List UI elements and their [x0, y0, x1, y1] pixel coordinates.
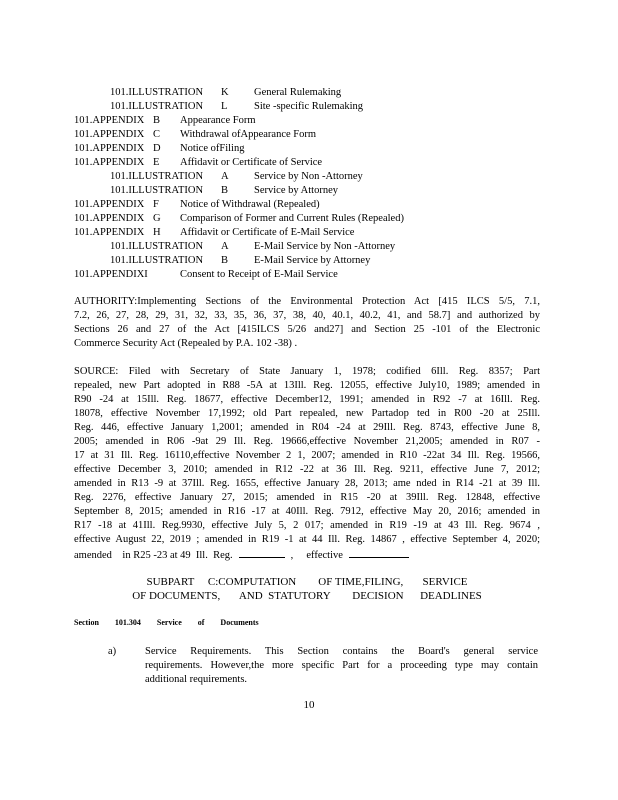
- toc-entry-title: E-Mail Service by Attorney: [254, 255, 371, 266]
- toc-entry-title: Affidavit or Certificate of E-Mail Service: [180, 227, 355, 238]
- toc-entry-id: 101.APPENDIX: [74, 227, 145, 238]
- text-line: SOURCE: Filed with Secretary of State January 1, 1978; codified 6Ill. Reg. 8357; Part: [74, 366, 540, 377]
- text-line: additional requirements.: [145, 674, 248, 685]
- toc-entry-title: Notice ofFiling: [180, 143, 245, 154]
- subpart-heading: [74, 575, 540, 603]
- toc-entry-id: 101.APPENDIX: [74, 199, 145, 210]
- text-line: September 8, 2015; amended in R16 -17 at 40Ill. Reg. 7912, effective May 20, 2016; amended in: [74, 506, 540, 517]
- toc-entry-title: Appearance Form: [180, 115, 256, 126]
- toc-entry-id: 101.ILLUSTRATION: [110, 255, 204, 266]
- toc-entry-id: 101.APPENDIX: [74, 143, 145, 154]
- toc-entry-id: 101.APPENDIX: [74, 213, 145, 224]
- page-number: 10: [303, 699, 315, 711]
- toc-entry-id: 101.ILLUSTRATION: [110, 87, 204, 98]
- subpart-line: OF DOCUMENTS, AND STATUTORY DECISION DEADLINES: [132, 590, 482, 602]
- toc-entry-title: E-Mail Service by Non -Attorney: [254, 241, 396, 252]
- toc-entry-id: 101.APPENDIXI: [74, 269, 148, 280]
- toc-entry-title: Withdrawal ofAppearance Form: [180, 129, 317, 140]
- toc-entry-title: Notice of Withdrawal (Repealed): [180, 199, 320, 210]
- text-line: 18078, effective November 17,1992; old Part repealed, new Partadop ted in R00 -20 at 25Ill.: [74, 408, 540, 419]
- source-effective-label: effective: [306, 550, 343, 561]
- text-line: requirements. However,the more specific Part for a proceeding type may contain: [145, 660, 538, 671]
- toc-entry-letter: B: [221, 185, 229, 196]
- text-line: effective August 22, 2019 ; amended in R19 -1 at 44 Ill. Reg. 14867 , effective September 4, 2020;: [74, 534, 540, 545]
- toc-entry-title: Site -specific Rulemaking: [254, 101, 364, 112]
- text-line: AUTHORITY:Implementing Sections of the Environmental Protection Act [415 ILCS 5/5, 7.1,: [74, 296, 540, 307]
- toc-entry-letter: F: [153, 199, 159, 210]
- text-line: Service Requirements. This Section contains the Board's general service: [145, 646, 538, 657]
- toc-entry-title: Service by Non -Attorney: [254, 171, 363, 182]
- text-line: amended in R13 -9 at 37Ill. Reg. 1655, effective January 28, 2013; ame nded in R14 -21 at 39 Ill.: [74, 478, 540, 489]
- toc-entry-letter: L: [221, 101, 228, 112]
- comma: ,: [290, 550, 307, 561]
- text-line: Sections 26 and 27 of the Act [415ILCS 5/26 and27] and Section 25 -101 of the Electronic: [74, 324, 540, 335]
- toc-entry-id: 101.ILLUSTRATION: [110, 241, 204, 252]
- list-item-text: [145, 645, 538, 687]
- authority-paragraph: [74, 295, 540, 351]
- text-line: [74, 547, 540, 561]
- toc-entry-title: Affidavit or Certificate of Service: [180, 157, 323, 168]
- text-line: Commerce Security Act (Repealed by P.A. 102 -38) .: [74, 338, 298, 349]
- text-line: 17 at 31 Ill. Reg. 16110,effective November 2 1, 2007; amended in R10 -22at 34 Ill. Reg. 19566,: [74, 450, 540, 461]
- text-line: repealed, new Part adopted in R88 -5A at 13Ill. Reg. 12055, effective July10, 1989; amended in: [74, 380, 540, 391]
- subpart-line: SUBPART C:COMPUTATION OF TIME,FILING, SERVICE: [146, 576, 468, 588]
- text-line: 2005; amended in R06 -9at 29 Ill. Reg. 19666,effective November 21,2005; amended in R07 -: [74, 436, 540, 447]
- toc-entry-letter: A: [221, 241, 229, 252]
- toc-entry-id: 101.ILLUSTRATION: [110, 171, 204, 182]
- section-heading: Section 101.304 Service of Documents: [74, 618, 259, 627]
- toc-entry-id: 101.APPENDIX: [74, 129, 145, 140]
- toc-entry-title: Comparison of Former and Current Rules (Repealed): [180, 213, 404, 224]
- toc-entry-title: Service by Attorney: [254, 185, 338, 196]
- text-line: 7.2, 26, 27, 28, 29, 31, 32, 33, 35, 36, 37, 38, 40, 40.1, 40.2, 41, and 58.7] and authorized by: [74, 310, 540, 321]
- toc-entry-letter: K: [221, 87, 229, 98]
- source-paragraph: [74, 365, 540, 561]
- toc-entry-letter: G: [153, 213, 161, 224]
- toc-entry-letter: A: [221, 171, 229, 182]
- toc-entry-letter: H: [153, 227, 161, 238]
- toc-entry-letter: B: [221, 255, 229, 266]
- toc-entry-id: 101.APPENDIX: [74, 157, 145, 168]
- toc-entry-id: 101.ILLUSTRATION: [110, 101, 204, 112]
- toc-entry-id: 101.ILLUSTRATION: [110, 185, 204, 196]
- effective-date-blank: [349, 547, 409, 558]
- toc-entry-letter: B: [153, 115, 161, 126]
- text-line: Reg. 446, effective January 1,2001; amended in R04 -24 at 29Ill. Reg. 8743, effective June 8,: [74, 422, 540, 433]
- toc-entry-title: Consent to Receipt of E-Mail Service: [180, 269, 338, 280]
- text-line: Reg. 2276, effective January 27, 2015; amended in R15 -20 at 39Ill. Reg. 12848, effective: [74, 492, 540, 503]
- toc-entry-letter: E: [153, 157, 160, 168]
- text-line: effective December 3, 2010; amended in R12 -22 at 36 Ill. Reg. 9211, effective June 7, 2012;: [74, 464, 540, 475]
- toc-entry-letter: D: [153, 143, 161, 154]
- list-item-label: a): [108, 646, 117, 657]
- text-line: R90 -24 at 15Ill. Reg. 18677, effective December12, 1991; amended in R92 -7 at 16Ill. Reg.: [74, 394, 540, 405]
- toc-entry-id: 101.APPENDIX: [74, 115, 145, 126]
- text-line: R17 -18 at 41Ill. Reg.9930, effective July 5, 2 017; amended in R19 -19 at 43 Ill. Reg. 9674 ,: [74, 520, 540, 531]
- toc-entry-title: General Rulemaking: [254, 87, 342, 98]
- source-last-text: amended in R25 -23 at 49 Ill. Reg.: [74, 550, 233, 561]
- toc-entry-letter: C: [153, 129, 161, 140]
- register-blank: [239, 547, 285, 558]
